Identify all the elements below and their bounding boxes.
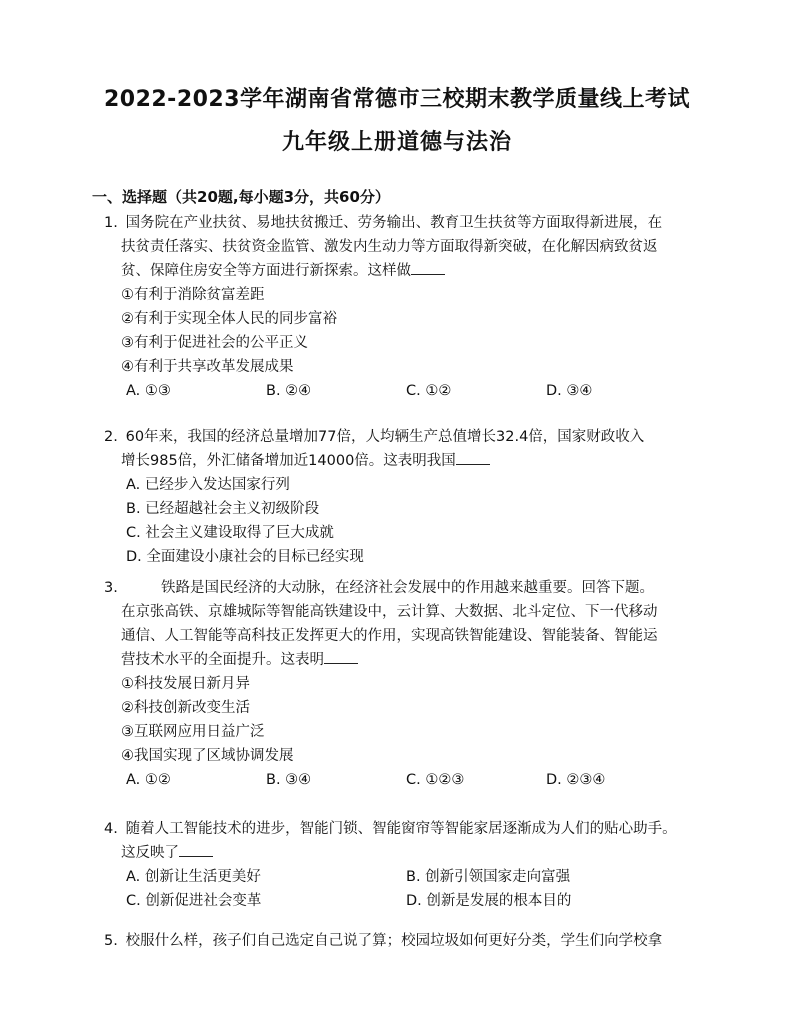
question-text: 扶贫责任落实、扶贫资金监管、激发内生动力等方面取得新突破，在化解因病致贫返 — [121, 239, 658, 255]
question-text: 这反映了 — [121, 845, 179, 861]
option-c: C. 社会主义建设取得了巨大成就 — [126, 525, 334, 541]
options-row — [104, 889, 724, 913]
options-row — [104, 379, 724, 403]
question-number: 2. — [104, 429, 118, 445]
statement: ④我国实现了区域协调发展 — [121, 748, 294, 764]
answer-blank — [456, 450, 490, 465]
option-a: A. 已经步入发达国家行列 — [126, 477, 290, 493]
answer-blank — [411, 260, 445, 275]
exam-title: 2022-2023学年湖南省常德市三校期末教学质量线上考试 — [103, 87, 691, 112]
options-row — [104, 768, 724, 792]
question-text: 增长985倍，外汇储备增加近14000倍。这表明我国 — [121, 453, 456, 469]
question-5 — [104, 929, 724, 953]
question-text: 校服什么样，孩子们自己选定自己说了算；校园垃圾如何更好分类，学生们向学校拿 — [125, 933, 663, 949]
question-number: 4. — [104, 821, 118, 837]
option-a: A. ①② — [126, 772, 171, 788]
option-d: D. ③④ — [546, 383, 593, 399]
question-number: 3. — [104, 580, 118, 596]
question-number: 1. — [104, 215, 118, 231]
statement: ②有利于实现全体人民的同步富裕 — [121, 311, 337, 327]
option-c: C. 创新促进社会变革 — [126, 893, 262, 909]
statement: ③有利于促进社会的公平正义 — [121, 335, 308, 351]
options-row — [104, 865, 724, 889]
option-d: D. 全面建设小康社会的目标已经实现 — [126, 549, 364, 565]
statement: ①科技发展日新月异 — [121, 676, 250, 692]
option-c: C. ①②③ — [406, 772, 465, 788]
question-1 — [104, 211, 724, 403]
question-text: 营技术水平的全面提升。这表明 — [121, 652, 324, 668]
question-intro: 铁路是国民经济的大动脉，在经济社会发展中的作用越来越重要。回答下题。 — [161, 580, 654, 596]
option-d: D. ②③④ — [546, 772, 606, 788]
option-a: A. 创新让生活更美好 — [126, 869, 261, 885]
question-number: 5. — [104, 933, 118, 949]
option-b: B. 创新引领国家走向富强 — [406, 869, 571, 885]
question-text: 随着人工智能技术的进步，智能门锁、智能窗帘等智能家居逐渐成为人们的贴心助手。 — [125, 821, 677, 837]
statement: ③互联网应用日益广泛 — [121, 724, 265, 740]
section-heading: 一、选择题（共20题,每小题3分，共60分） — [92, 188, 390, 206]
option-d: D. 创新是发展的根本目的 — [406, 893, 572, 909]
question-text: 国务院在产业扶贫、易地扶贫搬迁、劳务输出、教育卫生扶贫等方面取得新进展，在 — [125, 215, 663, 231]
question-4 — [104, 817, 724, 913]
question-2 — [104, 425, 724, 569]
question-text: 贫、保障住房安全等方面进行新探索。这样做 — [121, 263, 411, 279]
statement: ②科技创新改变生活 — [121, 700, 250, 716]
option-b: B. ③④ — [266, 772, 312, 788]
exam-subtitle: 九年级上册道德与法治 — [281, 130, 512, 155]
statement: ①有利于消除贫富差距 — [121, 287, 265, 303]
question-text: 通信、人工智能等高科技正发挥更大的作用，实现高铁智能建设、智能装备、智能运 — [121, 628, 658, 644]
answer-blank — [179, 842, 213, 857]
question-text: 在京张高铁、京雄城际等智能高铁建设中，云计算、大数据、北斗定位、下一代移动 — [121, 604, 658, 620]
question-text: 60年来，我国的经济总量增加77倍，人均辆生产总值增长32.4倍，国家财政收入 — [125, 429, 645, 445]
answer-blank — [324, 649, 358, 664]
question-3 — [104, 576, 724, 792]
statement: ④有利于共享改革发展成果 — [121, 359, 294, 375]
option-b: B. ②④ — [266, 383, 312, 399]
option-c: C. ①② — [406, 383, 452, 399]
option-a: A. ①③ — [126, 383, 171, 399]
option-b: B. 已经超越社会主义初级阶段 — [126, 501, 320, 517]
